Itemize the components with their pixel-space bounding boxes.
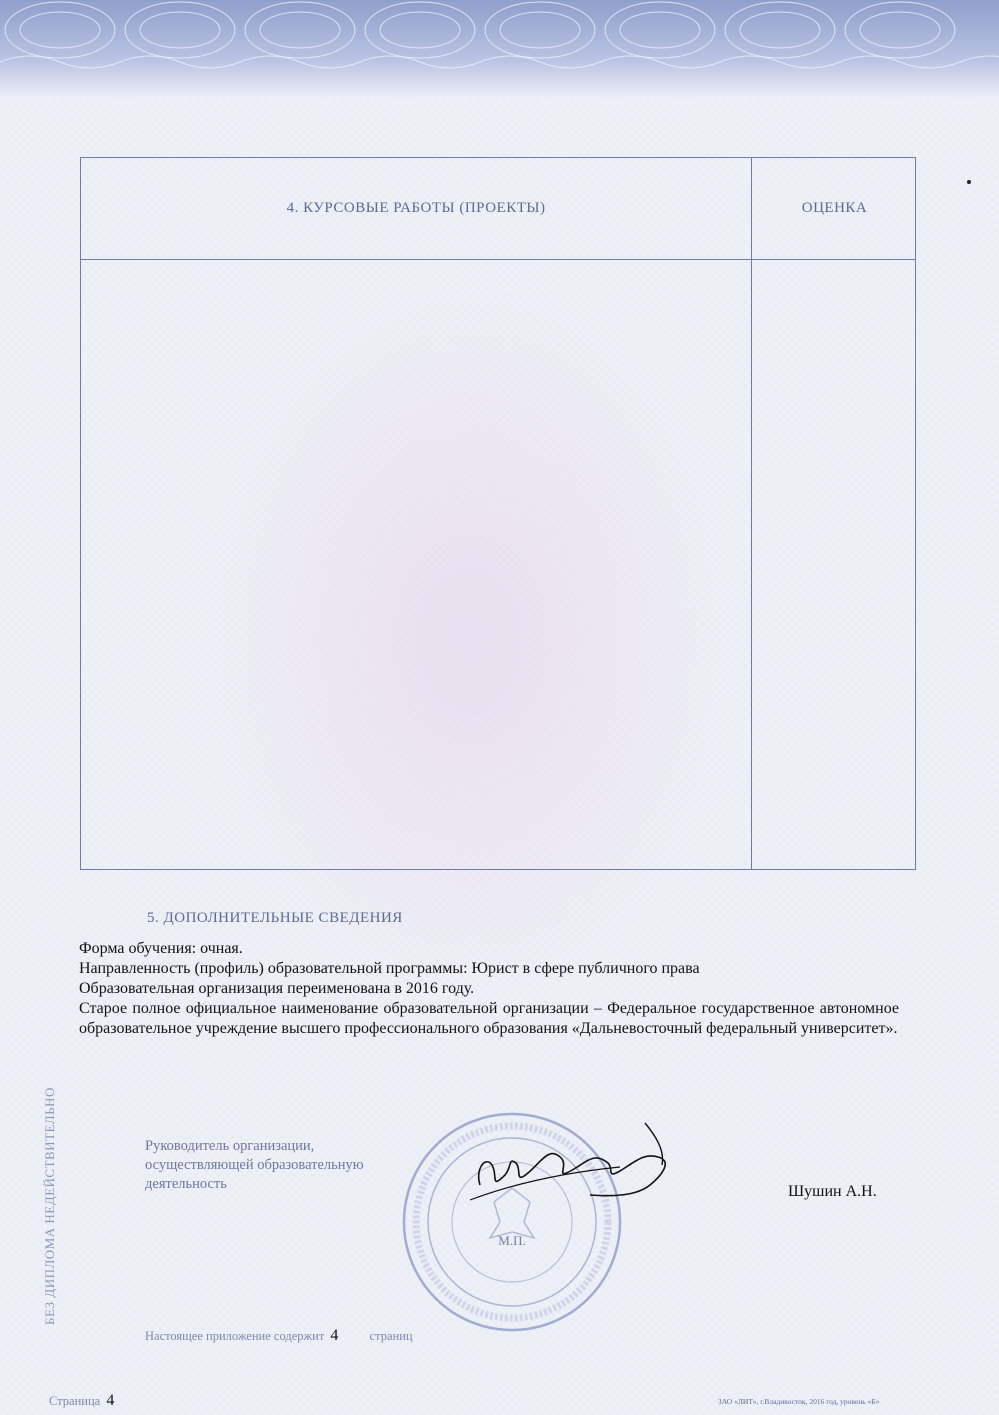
guilloche-border (0, 0, 999, 100)
coursework-header: 4. КУРСОВЫЕ РАБОТЫ (ПРОЕКТЫ) (286, 200, 546, 216)
page-number: 4 (106, 1392, 115, 1409)
additional-info (79, 939, 899, 1039)
head-label (145, 1137, 364, 1194)
pages-suffix: страниц (369, 1329, 413, 1343)
ink-dot (967, 180, 971, 184)
section5-title: 5. ДОПОЛНИТЕЛЬНЫЕ СВЕДЕНИЯ (147, 910, 403, 926)
head-label-line1: Руководитель организации, (145, 1138, 315, 1154)
coursework-table (80, 157, 916, 870)
seal-mark: М.П. (498, 1233, 526, 1248)
pages-label: Настоящее приложение содержит (145, 1329, 325, 1343)
old-name-line: Старое полное официальное наименование образовательной организации – Федеральное государственное автономное образовательное учреждение высшего профессионального образования «Дальневосточный федеральный университет». (79, 1000, 899, 1037)
head-label-line2: осуществляющей образовательную (145, 1157, 364, 1173)
study-form-line: Форма обучения: очная. (79, 940, 243, 957)
page-number-line (49, 1392, 114, 1410)
pages-count: 4 (330, 1327, 339, 1344)
program-profile-line: Направленность (профиль) образовательной программы: Юрист в сфере публичного права (79, 960, 700, 977)
head-name: Шушин А.Н. (788, 1183, 877, 1200)
grade-header: ОЦЕНКА (801, 200, 868, 216)
renamed-line: Образовательная организация переименована в 2016 году. (79, 980, 475, 997)
page-label: Страница (49, 1394, 101, 1408)
printer-imprint: ЗАО «ЛИТ», г.Владивосток, 2016 год, уровень «Б» (718, 1397, 880, 1406)
validity-note: БЕЗ ДИПЛОМА НЕДЕЙСТВИТЕЛЬНО (42, 1087, 57, 1325)
head-label-line3: деятельность (145, 1176, 227, 1192)
pages-count-line (145, 1327, 413, 1345)
handwritten-signature (450, 1115, 710, 1205)
